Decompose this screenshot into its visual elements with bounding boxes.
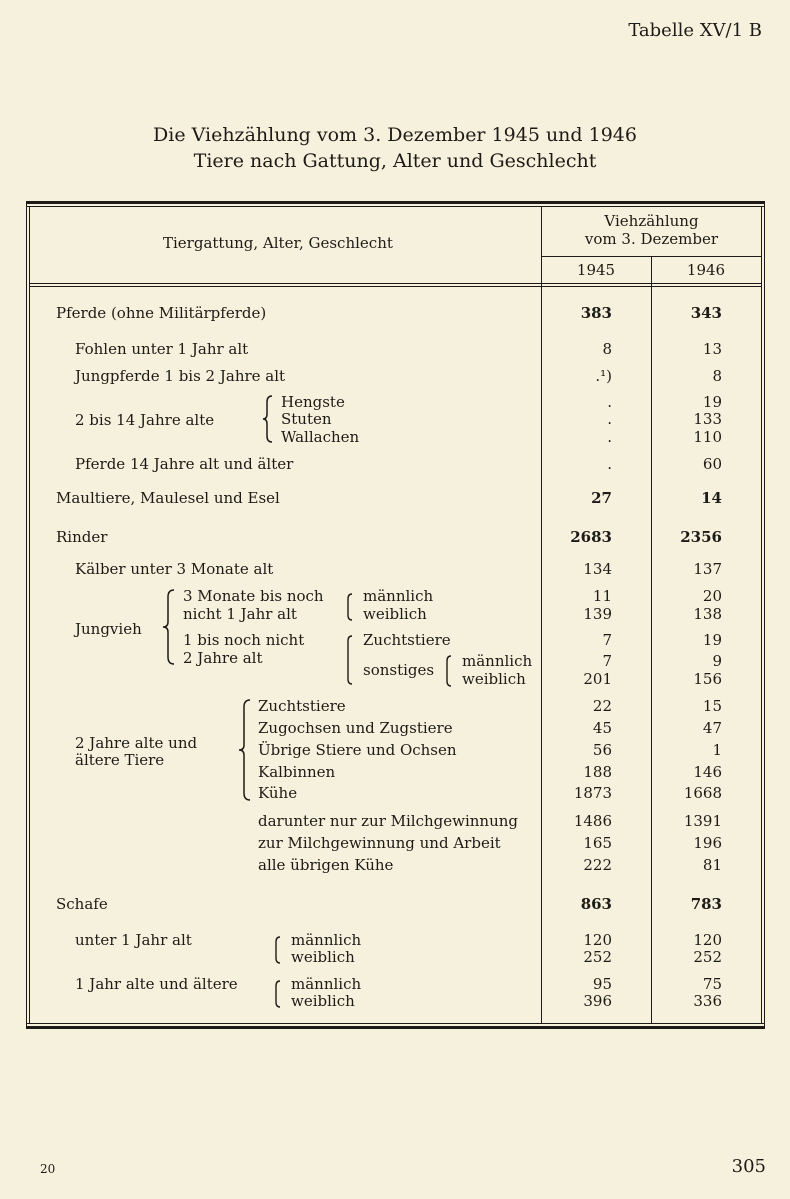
row-label-darunter: darunter nur zur Milchgewinnung xyxy=(258,812,519,830)
value-kuehe-1945: 1873 xyxy=(573,784,612,802)
value-alle-uebrigen-1946: 81 xyxy=(702,856,722,874)
value-jungpferde-1946: 8 xyxy=(712,367,722,385)
header-bottom-rule-1 xyxy=(29,283,762,284)
value-s-u1-m-1945: 120 xyxy=(583,931,612,949)
row-label-sonstiges: sonstiges xyxy=(363,661,435,679)
row-label-schafe-1jahr-m: männlich xyxy=(291,975,362,993)
table-bottom-rule xyxy=(26,1026,764,1029)
row-label-kaelber: Kälber unter 3 Monate alt xyxy=(75,560,274,578)
row-label-jv-maennlich: männlich xyxy=(363,587,434,605)
table-top-rule-thin xyxy=(26,206,764,207)
table-bottom-rule-thin xyxy=(26,1023,764,1024)
value-milch-arbeit-1946: 196 xyxy=(693,834,722,852)
row-label-jv-zuchtstiere: Zuchtstiere xyxy=(363,631,451,649)
value-s-1-w-1946: 336 xyxy=(693,992,722,1010)
value-jv-sw-1946: 156 xyxy=(693,670,722,688)
value-darunter-1945: 1486 xyxy=(573,812,612,830)
row-label-pferde: Pferde (ohne Militärpferde) xyxy=(56,304,267,322)
page-number: 305 xyxy=(731,1156,766,1177)
row-label-zuchtstiere: Zuchtstiere xyxy=(258,697,346,715)
value-darunter-1946: 1391 xyxy=(683,812,722,830)
col-header-1945: 1945 xyxy=(576,261,616,279)
value-kuehe-1946: 1668 xyxy=(683,784,722,802)
value-hengste-1945: . xyxy=(607,393,612,411)
row-label-wallachen: Wallachen xyxy=(281,428,360,446)
value-rinder-1945: 2683 xyxy=(570,528,612,546)
value-pferde-1945: 383 xyxy=(580,304,612,322)
value-uebrige-1946: 1 xyxy=(712,741,722,759)
value-jv-m-1946: 20 xyxy=(702,587,722,605)
value-pferde-14-1945: . xyxy=(607,455,612,473)
row-label-kuehe: Kühe xyxy=(258,784,298,802)
footer-left-number: 20 xyxy=(40,1162,56,1176)
value-pferde-1946: 343 xyxy=(690,304,722,322)
row-label-zugochsen: Zugochsen und Zugstiere xyxy=(258,719,453,737)
value-zugochsen-1946: 47 xyxy=(702,719,722,737)
value-kalbinnen-1946: 146 xyxy=(693,763,722,781)
value-jv-sw-1945: 201 xyxy=(583,670,612,688)
value-rinder-1946: 2356 xyxy=(680,528,722,546)
value-jv-m-1945: 11 xyxy=(592,587,612,605)
row-label-uebrige: Übrige Stiere und Ochsen xyxy=(258,741,457,759)
brace-jungvieh xyxy=(162,588,176,666)
value-maultiere-1946: 14 xyxy=(701,489,722,507)
table-left-rule xyxy=(26,201,27,1029)
value-uebrige-1945: 56 xyxy=(592,741,612,759)
title-line-1: Die Viehzählung vom 3. Dezember 1945 und 1946 xyxy=(153,124,637,146)
brace-1bis xyxy=(344,634,354,686)
value-s-u1-m-1946: 120 xyxy=(693,931,722,949)
value-stuten-1945: . xyxy=(607,410,612,428)
value-schafe-1946: 783 xyxy=(690,895,722,913)
row-label-schafe-unter1: unter 1 Jahr alt xyxy=(75,931,192,949)
col-divider-1 xyxy=(541,206,542,1024)
header-mid-rule xyxy=(541,256,762,257)
value-jv-w-1945: 139 xyxy=(583,605,612,623)
table-right-rule xyxy=(764,201,765,1029)
brace-schafe-unter1 xyxy=(272,935,282,965)
row-label-3monate-b: nicht 1 Jahr alt xyxy=(183,605,297,623)
value-kaelber-1945: 134 xyxy=(583,560,612,578)
value-hengste-1946: 19 xyxy=(702,393,722,411)
row-label-jungvieh: Jungvieh xyxy=(75,620,142,638)
col-header-label: Tiergattung, Alter, Geschlecht xyxy=(163,234,393,252)
value-kalbinnen-1945: 188 xyxy=(583,763,612,781)
table-left-rule-inner xyxy=(29,206,30,1024)
value-pferde-14-1946: 60 xyxy=(702,455,722,473)
title-line-2: Tiere nach Gattung, Alter und Geschlecht xyxy=(193,150,597,172)
value-s-u1-w-1946: 252 xyxy=(693,948,722,966)
value-wallachen-1946: 110 xyxy=(693,428,722,446)
value-kaelber-1946: 137 xyxy=(693,560,722,578)
row-label-2jahre-a: 2 Jahre alte und xyxy=(75,734,198,752)
col-header-group-1: Viehzählung xyxy=(604,212,699,230)
col-header-1946: 1946 xyxy=(686,261,726,279)
row-label-schafe-unter1-m: männlich xyxy=(291,931,362,949)
value-zuchtstiere-1946: 15 xyxy=(702,697,722,715)
row-label-maultiere: Maultiere, Maulesel und Esel xyxy=(56,489,280,507)
value-stuten-1946: 133 xyxy=(693,410,722,428)
brace-3monate xyxy=(344,592,354,622)
value-wallachen-1945: . xyxy=(607,428,612,446)
row-label-sonst-maennlich: männlich xyxy=(462,652,533,670)
row-label-1bis-a: 1 bis noch nicht xyxy=(183,631,305,649)
value-s-1-m-1946: 75 xyxy=(702,975,722,993)
value-jv-zucht-1946: 19 xyxy=(702,631,722,649)
row-label-jungpferde: Jungpferde 1 bis 2 Jahre alt xyxy=(75,367,286,385)
row-label-schafe-1jahr-w: weiblich xyxy=(291,992,355,1010)
row-label-stuten: Stuten xyxy=(281,410,332,428)
value-jv-w-1946: 138 xyxy=(693,605,722,623)
brace-schafe-1jahr xyxy=(272,979,282,1009)
value-maultiere-1945: 27 xyxy=(591,489,612,507)
row-label-alle-uebrigen: alle übrigen Kühe xyxy=(258,856,394,874)
row-label-schafe: Schafe xyxy=(56,895,108,913)
value-fohlen-1946: 13 xyxy=(702,340,722,358)
value-jv-sm-1945: 7 xyxy=(602,652,612,670)
row-label-jv-weiblich: weiblich xyxy=(363,605,427,623)
value-s-u1-w-1945: 252 xyxy=(583,948,612,966)
row-label-sonst-weiblich: weiblich xyxy=(462,670,526,688)
row-label-hengste: Hengste xyxy=(281,393,345,411)
value-jungpferde-1945: .¹) xyxy=(595,367,612,385)
row-label-3monate-a: 3 Monate bis noch xyxy=(183,587,324,605)
value-zuchtstiere-1945: 22 xyxy=(592,697,612,715)
row-label-schafe-1jahr: 1 Jahr alte und ältere xyxy=(75,975,238,993)
table-right-rule-inner xyxy=(761,206,762,1024)
row-label-rinder: Rinder xyxy=(56,528,108,546)
col-divider-2 xyxy=(651,256,652,1024)
row-label-kalbinnen: Kalbinnen xyxy=(258,763,336,781)
value-fohlen-1945: 8 xyxy=(602,340,612,358)
row-label-pferde-14: Pferde 14 Jahre alt und älter xyxy=(75,455,294,473)
table-id: Tabelle XV/1 B xyxy=(628,20,762,41)
brace-sonstiges xyxy=(443,654,453,688)
value-schafe-1945: 863 xyxy=(580,895,612,913)
value-jv-sm-1946: 9 xyxy=(712,652,722,670)
col-header-group-2: vom 3. Dezember xyxy=(584,230,719,248)
brace-2jahre xyxy=(238,698,252,802)
row-label-pferde-2bis14: 2 bis 14 Jahre alte xyxy=(75,411,215,429)
header-bottom-rule-2 xyxy=(29,286,762,287)
brace-pferde-2bis14 xyxy=(262,394,274,444)
value-s-1-m-1945: 95 xyxy=(592,975,612,993)
row-label-fohlen: Fohlen unter 1 Jahr alt xyxy=(75,340,249,358)
table-top-rule xyxy=(26,201,764,204)
row-label-milch-arbeit: zur Milchgewinnung und Arbeit xyxy=(258,834,501,852)
value-s-1-w-1945: 396 xyxy=(583,992,612,1010)
row-label-2jahre-b: ältere Tiere xyxy=(75,751,165,769)
value-alle-uebrigen-1945: 222 xyxy=(583,856,612,874)
row-label-schafe-unter1-w: weiblich xyxy=(291,948,355,966)
value-zugochsen-1945: 45 xyxy=(592,719,612,737)
value-milch-arbeit-1945: 165 xyxy=(583,834,612,852)
value-jv-zucht-1945: 7 xyxy=(602,631,612,649)
row-label-1bis-b: 2 Jahre alt xyxy=(183,649,263,667)
